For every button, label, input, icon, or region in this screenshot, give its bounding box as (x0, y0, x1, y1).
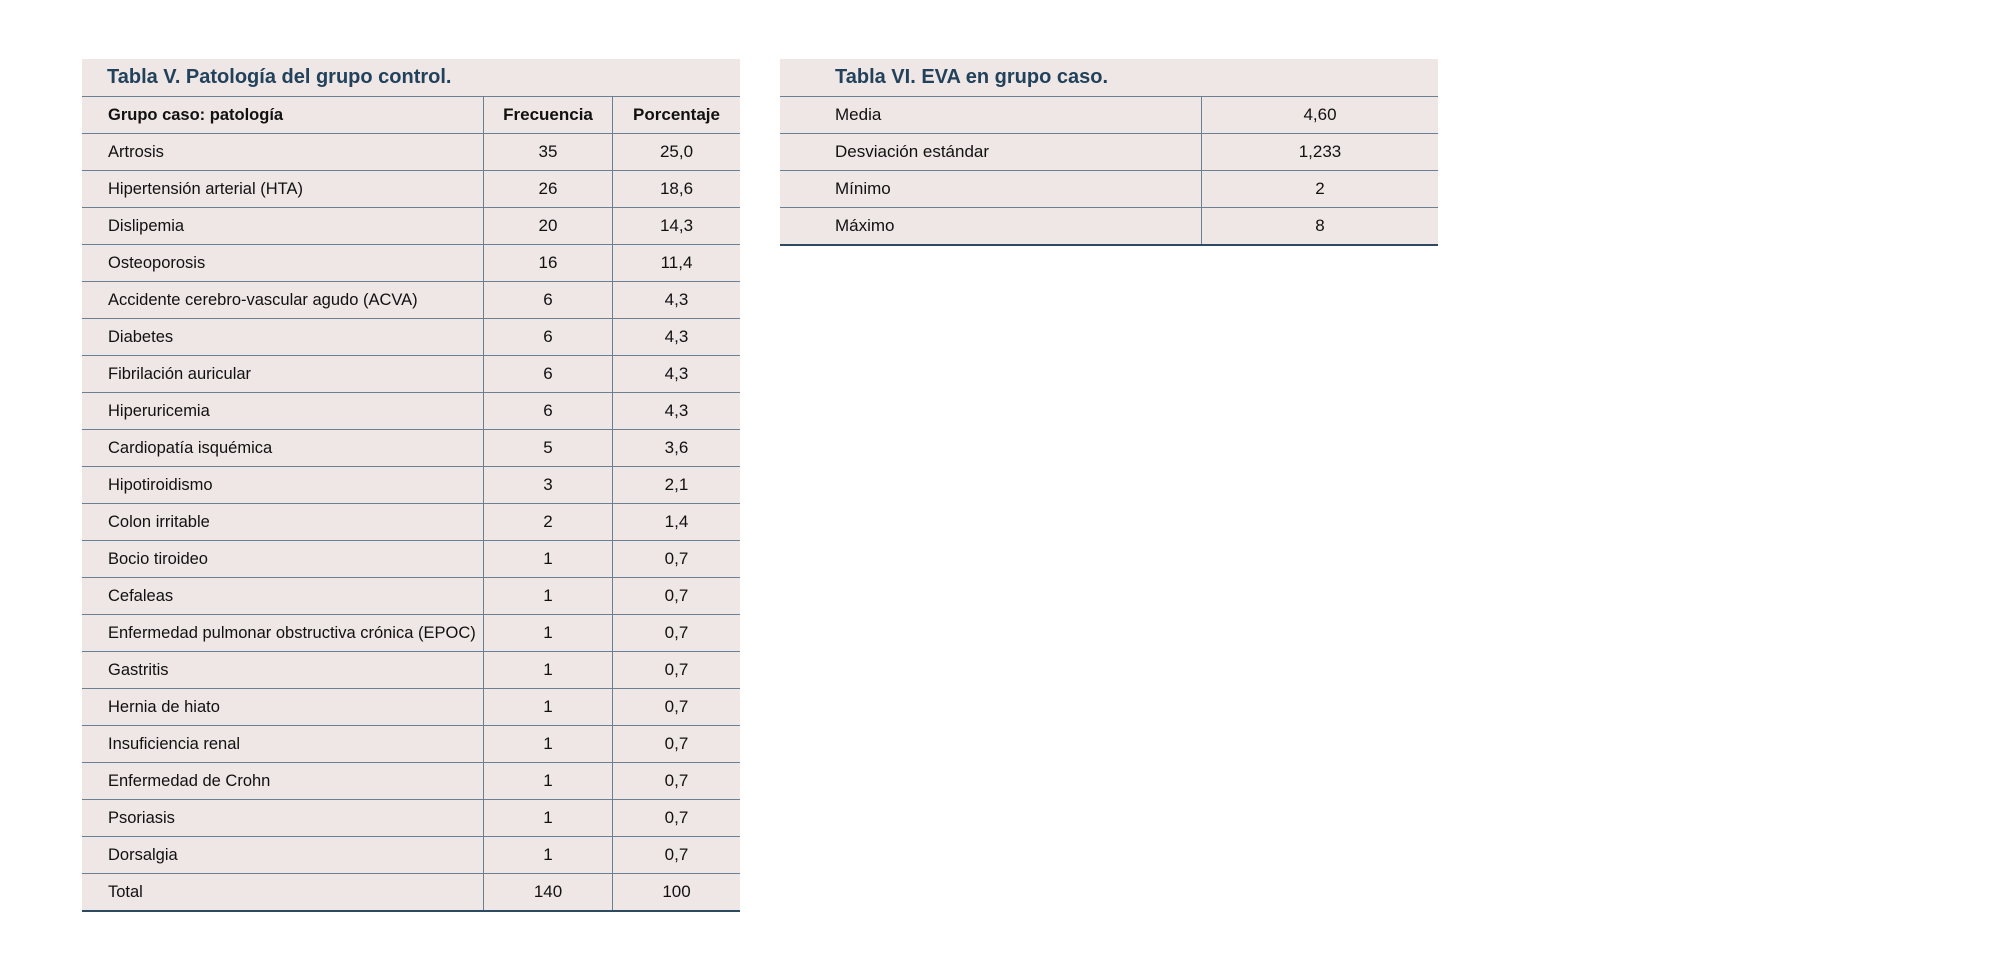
table-body (82, 134, 740, 910)
table-cell: Insuficiencia renal (82, 726, 484, 762)
table-cell: 6 (484, 393, 613, 429)
table-cell: Hernia de hiato (82, 689, 484, 725)
table-cell: 26 (484, 171, 613, 207)
table-cell: 6 (484, 282, 613, 318)
table-cell: 3 (484, 467, 613, 503)
table-title: Tabla V. Patología del grupo control. (82, 59, 740, 97)
table-cell: Diabetes (82, 319, 484, 355)
table-cell: Psoriasis (82, 800, 484, 836)
table-header-row (82, 97, 740, 134)
table-cell: 0,7 (664, 660, 689, 679)
table-row (82, 615, 740, 652)
table-row (82, 208, 740, 245)
table-cell: 4,3 (664, 364, 689, 383)
table-cell: Gastritis (82, 652, 484, 688)
table-cell: Total (82, 874, 484, 910)
table-cell: 35 (484, 134, 613, 170)
table-cell: 2,1 (664, 475, 689, 494)
table-cell: 1,233 (1298, 142, 1342, 161)
table-cell: Artrosis (82, 134, 484, 170)
table-row (82, 541, 740, 578)
table-cell: 0,7 (664, 697, 689, 716)
table-cell: Mínimo (780, 171, 1202, 207)
table-row (82, 837, 740, 874)
table-row (82, 652, 740, 689)
table-cell: 3,6 (664, 438, 689, 457)
table-cell: Enfermedad de Crohn (82, 763, 484, 799)
table-row (82, 282, 740, 319)
table-cell: 1 (484, 541, 613, 577)
table-cell: 16 (484, 245, 613, 281)
table-eva-grupo-caso (780, 59, 1438, 246)
column-header-porcentaje: Porcentaje (633, 105, 720, 124)
table-body (780, 97, 1438, 244)
table-cell: Fibrilación auricular (82, 356, 484, 392)
table-cell: Enfermedad pulmonar obstructiva crónica (EPOC) (82, 615, 484, 651)
table-cell: Osteoporosis (82, 245, 484, 281)
table-cell: 20 (484, 208, 613, 244)
table-row (82, 393, 740, 430)
table-cell: Bocio tiroideo (82, 541, 484, 577)
table-cell: 0,7 (664, 808, 689, 827)
table-cell: 0,7 (664, 771, 689, 790)
table-cell: Cardiopatía isquémica (82, 430, 484, 466)
table-patologia-grupo-control (82, 59, 740, 912)
table-cell: 0,7 (664, 586, 689, 605)
table-row (82, 874, 740, 910)
table-row (82, 763, 740, 800)
table-row (82, 430, 740, 467)
table-cell: Hipertensión arterial (HTA) (82, 171, 484, 207)
table-cell: 1,4 (664, 512, 689, 531)
table-row (82, 134, 740, 171)
table-title: Tabla VI. EVA en grupo caso. (780, 59, 1438, 97)
table-cell: 4,3 (664, 327, 689, 346)
table-cell: 8 (1315, 216, 1325, 235)
table-cell: Accidente cerebro-vascular agudo (ACVA) (82, 282, 484, 318)
table-cell: Colon irritable (82, 504, 484, 540)
table-row (82, 800, 740, 837)
table-cell: 0,7 (664, 549, 689, 568)
table-cell: Hiperuricemia (82, 393, 484, 429)
table-cell: 1 (484, 763, 613, 799)
table-row (780, 97, 1438, 134)
table-cell: 11,4 (660, 253, 693, 272)
table-cell: 6 (484, 319, 613, 355)
table-row (82, 726, 740, 763)
table-cell: 1 (484, 837, 613, 873)
table-cell: Dorsalgia (82, 837, 484, 873)
column-header-frecuencia: Frecuencia (484, 97, 613, 133)
table-cell: 2 (1315, 179, 1325, 198)
table-cell: 4,3 (664, 401, 689, 420)
table-cell: 18,6 (659, 179, 694, 198)
table-row (82, 689, 740, 726)
table-row (82, 504, 740, 541)
table-row (82, 245, 740, 282)
table-cell: 6 (484, 356, 613, 392)
table-cell: 1 (484, 726, 613, 762)
table-cell: Desviación estándar (780, 134, 1202, 170)
table-cell: Dislipemia (82, 208, 484, 244)
table-cell: 140 (484, 874, 613, 910)
table-row (82, 319, 740, 356)
table-cell: 1 (484, 615, 613, 651)
table-cell: 100 (662, 882, 691, 901)
table-cell: 1 (484, 652, 613, 688)
table-cell: Hipotiroidismo (82, 467, 484, 503)
table-row (82, 578, 740, 615)
table-row (82, 356, 740, 393)
table-cell: 5 (484, 430, 613, 466)
table-cell: 0,7 (664, 734, 689, 753)
table-row (780, 208, 1438, 244)
table-cell: 1 (484, 800, 613, 836)
table-cell: 1 (484, 689, 613, 725)
table-cell: Cefaleas (82, 578, 484, 614)
column-header-patologia: Grupo caso: patología (82, 97, 484, 133)
table-cell: 0,7 (664, 623, 689, 642)
table-cell: 25,0 (659, 142, 694, 161)
table-cell: Máximo (780, 208, 1202, 244)
table-cell: Media (780, 97, 1202, 133)
table-cell: 14,3 (659, 216, 694, 235)
table-row (82, 467, 740, 504)
table-cell: 4,3 (664, 290, 689, 309)
table-row (780, 171, 1438, 208)
table-cell: 4,60 (1303, 105, 1337, 124)
table-cell: 1 (484, 578, 613, 614)
table-cell: 2 (484, 504, 613, 540)
table-row (780, 134, 1438, 171)
table-row (82, 171, 740, 208)
table-cell: 0,7 (664, 845, 689, 864)
